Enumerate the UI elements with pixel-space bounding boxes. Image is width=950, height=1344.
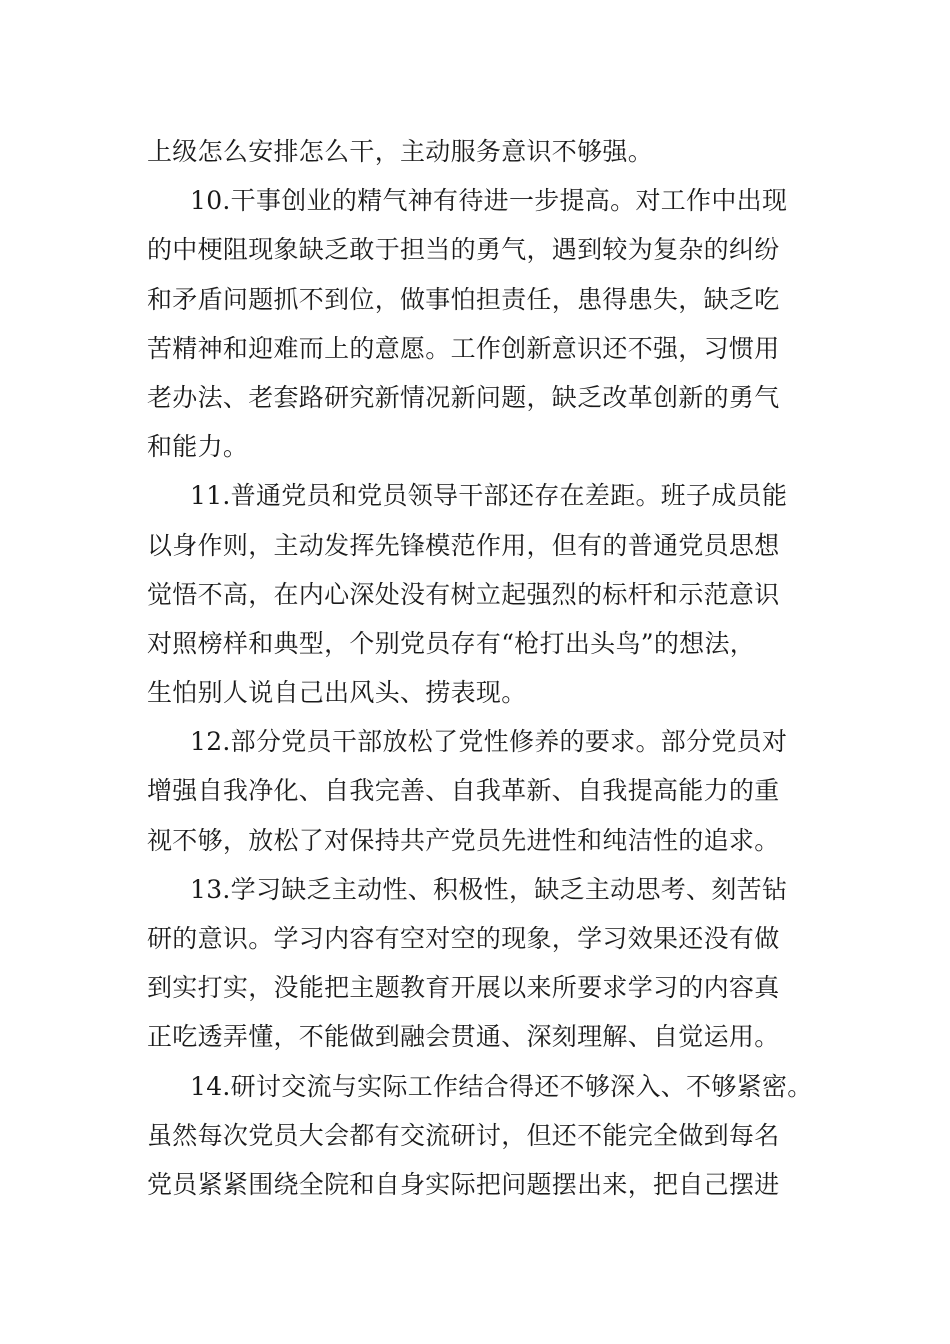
text-line: 正吃透弄懂，不能做到融会贯通、深刻理解、自觉运用。: [147, 1022, 780, 1052]
text-line: 对照榜样和典型，个别党员存有“枪打出头鸟”的想法，: [147, 628, 756, 658]
text-line: 党员紧紧围绕全院和自身实际把问题摆出来，把自己摆进: [147, 1169, 780, 1199]
paragraph-first-line: 13.学习缺乏主动性、积极性，缺乏主动思考、刻苦钻: [190, 874, 788, 904]
text-line: 觉悟不高，在内心深处没有树立起强烈的标杆和示范意识: [147, 579, 780, 609]
document-body: [147, 127, 827, 1209]
text-line: 的中梗阻现象缺乏敢于担当的勇气，遇到较为复杂的纠纷: [147, 235, 780, 265]
text-line: 视不够，放松了对保持共产党员先进性和纯洁性的追求。: [147, 825, 780, 855]
text-line: 和能力。: [147, 432, 249, 462]
text-line: 上级怎么安排怎么干，主动服务意识不够强。: [147, 137, 654, 166]
text-line: 增强自我净化、自我完善、自我革新、自我提高能力的重: [147, 776, 780, 806]
text-line: 生怕别人说自己出风头、捞表现。: [147, 678, 527, 708]
text-line: 苦精神和迎难而上的意愿。工作创新意识还不强，习惯用: [147, 333, 780, 363]
paragraph-first-line: 10.干事创业的精气神有待进一步提高。对工作中出现: [190, 186, 788, 216]
paragraph-first-line: 12.部分党员干部放松了党性修养的要求。部分党员对: [190, 727, 788, 757]
text-line: 虽然每次党员大会都有交流研讨，但还不能完全做到每名: [147, 1120, 780, 1150]
text-line: 到实打实，没能把主题教育开展以来所要求学习的内容真: [147, 973, 780, 1003]
text-line: 老办法、老套路研究新情况新问题，缺乏改革创新的勇气: [147, 382, 780, 412]
text-line: 以身作则，主动发挥先锋模范作用，但有的普通党员思想: [147, 530, 780, 560]
text-line: 和矛盾问题抓不到位，做事怕担责任，患得患失，缺乏吃: [147, 284, 780, 314]
paragraph-first-line: 11.普通党员和党员领导干部还存在差距。班子成员能: [190, 481, 788, 511]
text-line: 研的意识。学习内容有空对空的现象，学习效果还没有做: [147, 924, 780, 953]
paragraph-first-line: 14.研讨交流与实际工作结合得还不够深入、不够紧密。: [190, 1071, 813, 1101]
